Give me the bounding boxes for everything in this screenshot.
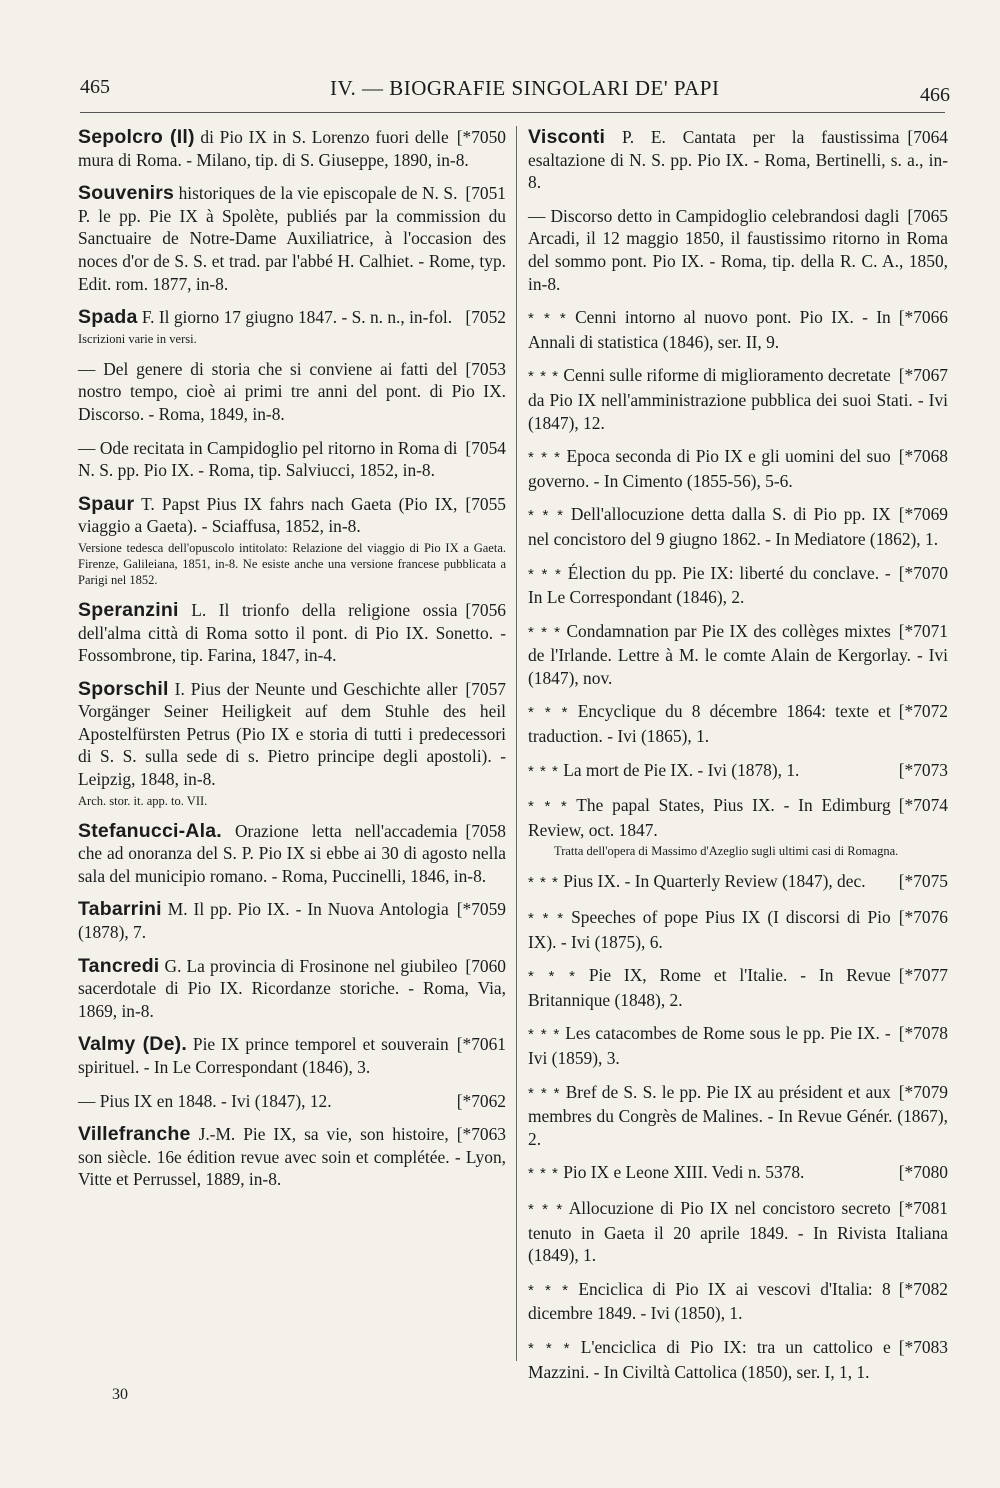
anonymous-marker: * * * xyxy=(528,704,569,722)
anonymous-marker: * * * xyxy=(528,1084,561,1102)
bibliography-entry xyxy=(78,955,506,1023)
anonymous-marker: * * * xyxy=(528,449,562,467)
header-rule xyxy=(80,112,945,113)
entry-author: Stefanucci-Ala. xyxy=(78,819,222,842)
entry-note: Arch. stor. it. app. to. VII. xyxy=(78,793,208,808)
bibliography-entry xyxy=(528,759,948,784)
entry-reference-number: [*7070 xyxy=(898,562,948,583)
bibliography-entry xyxy=(78,1033,506,1078)
entry-text: Enciclica di Pio IX ai vescovi d'Italia: 8 dicembre 1849. - Ivi (1850), 1. xyxy=(528,1278,891,1324)
bibliography-entry xyxy=(528,126,948,194)
anonymous-marker: * * * xyxy=(528,1165,559,1183)
entry-text: J.-M. Pie IX, sa vie, son histoire, son siècle. 16e édition revue avec soin et complétée. - Lyon, Vitte et Perrussel, 1889, in-8. xyxy=(78,1124,506,1190)
entry-text: I. Pius der Neunte und Geschichte aller Vorgänger Seiner Heiligkeit auf dem Stuhle des heil Apostelfürsten Petrus (Pio IX e storia di tutti i predecessori di S. S. sulla sede di s. Pietro principe degli apostoli). - Leipzig, 1848, in-8. xyxy=(78,678,506,790)
entry-text: di Pio IX in S. Lorenzo fuori delle mura di Roma. - Milano, tip. di S. Giuseppe, 1890, in-8. xyxy=(78,127,469,170)
entry-reference-number: [*7080 xyxy=(898,1162,948,1183)
left-column xyxy=(78,126,506,1202)
entry-reference-number: [*7072 xyxy=(898,701,948,722)
entry-author: Sporschil xyxy=(78,677,169,700)
bibliography-entry xyxy=(78,678,506,809)
entry-note: Tratta dell'opera di Massimo d'Azeglio sugli ultimi casi di Romagna. xyxy=(554,844,899,859)
bibliography-entry xyxy=(78,437,506,482)
entry-text: Encyclique du 8 décembre 1864: texte et traduction. - Ivi (1865), 1. xyxy=(528,701,891,747)
entry-text: — Del genere di storia che si conviene ai fatti del nostro tempo, cioè ai primi tre anni del pont. di Pio IX. Discorso. - Roma, 1849, in-8. xyxy=(78,358,506,424)
bibliography-entry xyxy=(528,364,948,434)
entry-text: Pio IX e Leone XIII. Vedi n. 5378. xyxy=(563,1162,805,1183)
anonymous-marker: * * * xyxy=(528,310,567,328)
anonymous-marker: * * * xyxy=(528,968,576,986)
entry-reference-number: [*7073 xyxy=(898,759,948,780)
entry-author: Sepolcro (Il) xyxy=(78,126,195,148)
entry-reference-number: [*7083 xyxy=(898,1336,948,1357)
entry-reference-number: [7054 xyxy=(465,437,506,458)
entry-reference-number: [*7067 xyxy=(898,365,948,386)
bibliography-entry xyxy=(78,599,506,667)
entry-reference-number: [*7082 xyxy=(898,1278,948,1299)
entry-text: Les catacombes de Rome sous le pp. Pie IX. - Ivi (1859), 3. xyxy=(528,1023,891,1068)
entry-reference-number: [*7063 xyxy=(456,1124,506,1145)
anonymous-marker: * * * xyxy=(528,1026,561,1044)
entry-author: Spaur xyxy=(78,492,135,515)
entry-author: Spada xyxy=(78,306,138,329)
bibliography-entry xyxy=(528,1336,948,1383)
bibliography-entry xyxy=(78,358,506,426)
entry-text: La mort de Pie IX. - Ivi (1878), 1. xyxy=(563,759,800,780)
entry-reference-number: [*7068 xyxy=(898,446,948,467)
entry-reference-number: [*7071 xyxy=(898,620,948,641)
entry-author: Speranzini xyxy=(78,598,179,621)
anonymous-marker: * * * xyxy=(528,1200,564,1218)
running-head xyxy=(80,70,950,110)
anonymous-marker: * * * xyxy=(528,368,559,386)
entry-reference-number: [7053 xyxy=(465,358,506,379)
entry-reference-number: [*7074 xyxy=(898,795,948,816)
bibliography-entry xyxy=(528,870,948,895)
bibliography-entry xyxy=(528,503,948,550)
bibliography-entry xyxy=(78,182,506,295)
bibliography-entry xyxy=(528,1081,948,1151)
entry-text: Élection du pp. Pie IX: liberté du conclave. - In Le Correspondant (1846), 2. xyxy=(528,562,891,608)
entry-text: M. Il pp. Pio IX. - In Nuova Antologia (1878), 7. xyxy=(78,899,449,943)
bibliography-entry xyxy=(78,820,506,888)
bibliography-entry xyxy=(78,306,506,347)
entry-reference-number: [7052 xyxy=(465,307,506,328)
entry-reference-number: [*7076 xyxy=(898,907,948,928)
entry-reference-number: [*7062 xyxy=(456,1090,506,1111)
entry-reference-number: [*7079 xyxy=(898,1081,948,1102)
anonymous-marker: * * * xyxy=(528,910,565,928)
entry-author: Valmy (De). xyxy=(78,1033,187,1056)
entry-text: P. E. Cantata per la faustissima esaltazione di N. S. pp. Pio IX. - Roma, Bertinelli, s. a., in-8. xyxy=(528,127,948,193)
bibliography-entry xyxy=(528,306,948,353)
signature-mark: 30 xyxy=(112,1386,128,1403)
entry-text: Cenni sulle riforme di miglioramento decretate da Pio IX nell'amministrazione pubblica dei suoi Stati. - Ivi (1847), 12. xyxy=(528,365,948,433)
entry-author: Souvenirs xyxy=(78,182,175,205)
entry-reference-number: [*7081 xyxy=(898,1197,948,1218)
bibliography-entry xyxy=(78,1090,506,1113)
bibliography-entry xyxy=(528,1278,948,1325)
entry-text: The papal States, Pius IX. - In Edimburg Review, oct. 1847. xyxy=(528,795,891,840)
right-page-number: 466 xyxy=(920,84,950,106)
bibliography-entry xyxy=(528,794,948,859)
entry-text: T. Papst Pius IX fahrs nach Gaeta (Pio IX, viaggio a Gaeta). - Sciaffusa, 1852, in-8. xyxy=(78,493,458,537)
running-head-title: IV. — BIOGRAFIE SINGOLARI DE' PAPI xyxy=(330,76,720,100)
anonymous-marker: * * * xyxy=(528,762,559,780)
bibliography-entry xyxy=(528,906,948,953)
entry-reference-number: [*7061 xyxy=(456,1034,506,1055)
anonymous-marker: * * * xyxy=(528,507,564,525)
entry-reference-number: [*7075 xyxy=(898,871,948,892)
entry-text: Pie IX prince temporel et souverain spirituel. - In Le Correspondant (1846), 3. xyxy=(78,1034,449,1077)
entry-text: Cenni intorno al nuovo pont. Pio IX. - In Annali di statistica (1846), ser. II, 9. xyxy=(528,307,891,352)
anonymous-marker: * * * xyxy=(528,1281,569,1299)
entry-author: Tabarrini xyxy=(78,898,162,921)
entry-author: Visconti xyxy=(528,126,606,148)
entry-reference-number: [*7066 xyxy=(898,307,948,328)
bibliography-entry xyxy=(528,964,948,1011)
entry-text: Pius IX. - In Quarterly Review (1847), dec. xyxy=(563,871,866,892)
entry-note: Iscrizioni varie in versi. xyxy=(78,331,197,346)
column-divider xyxy=(516,126,517,1361)
entry-reference-number: [7056 xyxy=(465,599,506,620)
entry-reference-number: [7058 xyxy=(465,820,506,841)
entry-text: Allocuzione di Pio IX nel concistoro secreto tenuto in Gaeta il 20 aprile 1849. - In Rivista Italiana (1849), 1. xyxy=(528,1197,948,1266)
entry-text: Condamnation par Pie IX des collèges mixtes de l'Irlande. Lettre à M. le comte Alain de Kergorlay. - Ivi (1847), nov. xyxy=(528,620,948,688)
entry-text: Dell'allocuzione detta dalla S. di Pio pp. IX nel concistoro del 9 giugno 1862. - In Mediatore (1862), 1. xyxy=(528,504,939,549)
bibliography-entry xyxy=(528,562,948,609)
anonymous-marker: * * * xyxy=(528,623,562,641)
entry-text: — Discorso detto in Campidoglio celebrandosi dagli Arcadi, il 12 maggio 1850, il faustissimo ritorno in Roma del sommo pont. Pio IX. - Roma, tip. della R. C. A., 1850, in-8. xyxy=(528,205,948,294)
left-page-number: 465 xyxy=(80,76,110,98)
entry-text: Epoca seconda di Pio IX e gli uomini del suo governo. - In Cimento (1855-56), 5-6. xyxy=(528,446,891,491)
entry-text: L. Il trionfo della religione ossia dell'alma città di Roma sotto il pont. di Pio IX. Sonetto. - Fossombrone, tip. Farina, 1847, in-4. xyxy=(78,599,506,666)
entry-text: Orazione letta nell'accademia che ad onoranza del S. P. Pio IX si ebbe ai 30 di agosto nella sala del municipio romano. - Roma, Puccinelli, 1846, in-8. xyxy=(78,820,506,886)
anonymous-marker: * * * xyxy=(528,565,562,583)
entry-reference-number: [7065 xyxy=(907,205,948,226)
right-column xyxy=(528,126,948,1394)
entry-text: Pie IX, Rome et l'Italie. - In Revue Britannique (1848), 2. xyxy=(528,965,891,1010)
bibliography-entry xyxy=(78,1123,506,1191)
entry-text: — Ode recitata in Campidoglio pel ritorno in Roma di N. S. pp. Pio IX. - Roma, tip. Salviucci, 1852, in-8. xyxy=(78,437,458,481)
entry-reference-number: [*7077 xyxy=(898,965,948,986)
entry-reference-number: [7055 xyxy=(465,493,506,514)
entry-reference-number: [*7069 xyxy=(898,504,948,525)
entry-author: Tancredi xyxy=(78,954,160,977)
bibliography-entry xyxy=(528,205,948,295)
bibliography-entry xyxy=(528,700,948,747)
bibliography-entry xyxy=(78,493,506,588)
anonymous-marker: * * * xyxy=(528,798,568,816)
entry-text: G. La provincia di Frosinone nel giubileo sacerdotale di Pio IX. Ricordanze storiche. - Roma, Via, 1869, in-8. xyxy=(78,955,506,1021)
entry-text: L'enciclica di Pio IX: tra un cattolico e Mazzini. - In Civiltà Cattolica (1850), ser. I, 1, 1. xyxy=(528,1336,891,1382)
entry-reference-number: [*7078 xyxy=(898,1023,948,1044)
bibliography-entry xyxy=(528,445,948,492)
bibliography-entry xyxy=(528,620,948,690)
entry-reference-number: [7051 xyxy=(465,183,506,204)
bibliography-entry xyxy=(78,898,506,943)
anonymous-marker: * * * xyxy=(528,1339,571,1357)
bibliography-entry xyxy=(528,1022,948,1069)
entry-text: Bref de S. S. le pp. Pie IX au président et aux membres du Congrès de Malines. - In Revue Génér. (1867), 2. xyxy=(528,1081,948,1149)
entry-reference-number: [7064 xyxy=(907,127,948,147)
bibliography-entry xyxy=(78,126,506,171)
entry-reference-number: [*7059 xyxy=(456,899,506,920)
entry-text: Speeches of pope Pius IX (I discorsi di Pio IX). - Ivi (1875), 6. xyxy=(528,907,891,952)
entry-reference-number: [7060 xyxy=(465,955,506,976)
entry-author: Villefranche xyxy=(78,1123,191,1146)
entry-reference-number: [7057 xyxy=(465,678,506,699)
entry-text: historiques de la vie episcopale de N. S. P. le pp. Pie IX à Spolète, publiés par la commission du Sanctuaire de Notre-Dame Auxiliatrice, à l'occasion des noces d'or de S. S. et trad. par l'abbé H. Calhiet. - Rome, typ. Edit. rom. 1877, in-8. xyxy=(78,183,506,294)
entry-text: F. Il giorno 17 giugno 1847. - S. n. n., in-fol. xyxy=(141,307,453,328)
bibliography-entry xyxy=(528,1161,948,1186)
entry-text: — Pius IX en 1848. - Ivi (1847), 12. xyxy=(78,1090,332,1111)
bibliography-entry xyxy=(528,1197,948,1267)
entry-note: Versione tedesca dell'opuscolo intitolato: Relazione del viaggio di Pio IX a Gaeta. Firenze, Galileiana, 1851, in-8. Ne esiste anche una versione francese pubblicata a Parigi nel 1852. xyxy=(78,540,506,587)
anonymous-marker: * * * xyxy=(528,874,559,892)
entry-reference-number: [*7050 xyxy=(456,127,506,147)
